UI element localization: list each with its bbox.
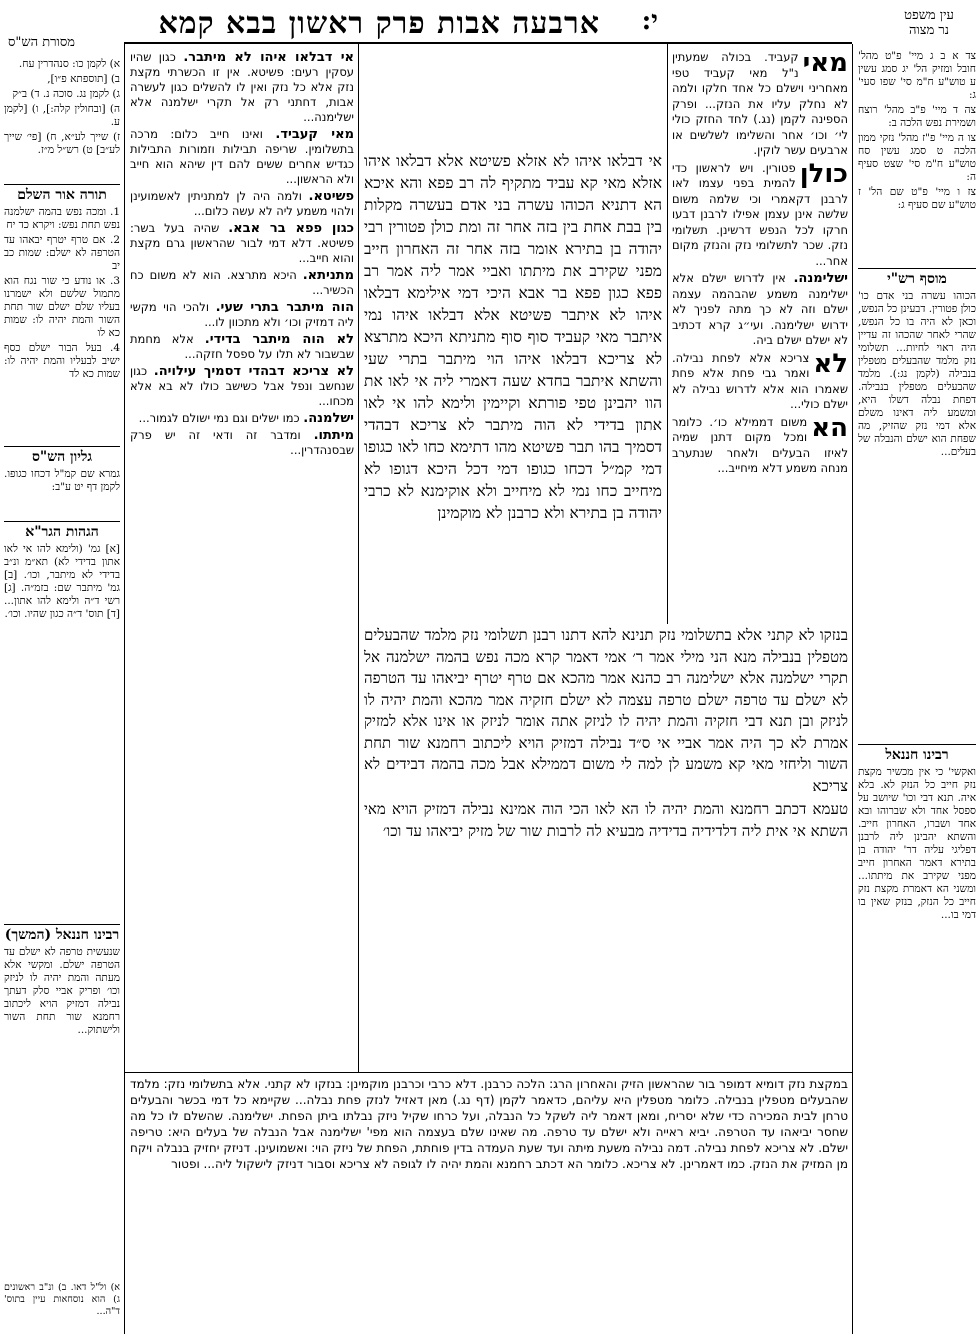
tosafot-paragraph <box>130 268 354 298</box>
ein-mishpat-entry: צו ה מיי' פ"ז מהל' נזקי ממון הלכה ט סמג עשין סח טוש"ע ח"מ סי' שצט סעיף ה: <box>858 132 976 183</box>
rabbeinu-chananel-title: רבינו חננאל <box>858 744 976 762</box>
ein-mishpat-entry: צז ו מיי' פ"ט שם הל' ז טוש"ע שם סעיף ג: <box>858 186 976 211</box>
header-rule <box>124 42 852 44</box>
torah-or-entry: 2. אם טרף יטרף יבאהו עד הטרפה לא ישלם: שמות כב יב <box>4 234 120 272</box>
tosafot-text: כגון שנחשב ונפל אבל כשישב כולו לא בא אלא מכחו... <box>130 364 354 408</box>
rashi-paragraph <box>672 348 848 413</box>
tosafot-dibur: לא צריכא דבהדי דסמיך עילויה. <box>153 364 354 379</box>
tosafot-text: ואינו חייב כלום: מרכה בתשלומין. שריפה תבילות וזמורות התבילות כגדיש אחרים ששים להם דין שיהא הוא חייב ולא הראשון... <box>130 127 354 186</box>
rashi-text: משום דממילא כו׳. כלומר ומכל מקום דתנן שמיה לאיזו הבעלים ולאחר שנתערב מנחה משמע דלא מיחייב... <box>672 414 848 475</box>
ein-mishpat-heading: עין משפט נר מצוה <box>904 8 954 38</box>
musaf-rashi-title: מוסף רש"י <box>858 268 976 286</box>
rabbeinu-chananel-text: ואקשי' כי אין מכשיר מקצת נזק חייב כל הנזק לא. בלא איה. תנא דבי וכו' שיושב על ספסל אחד ולא שברוהו ובא אחד ושברו, האחרון חייב. והשתא יהבינן ליה לרבנן דפליגי עליה דר' יהודה בן בתירא דאמר האחרון חייב מפני שקירב את מיתתו... ומשני הא דאמרת מקצת נזק חייב כל הנזק, בנזק שאין בו דמי בו... <box>858 766 976 921</box>
torah-or-title: תורה אור השלם <box>4 184 120 202</box>
tosafot-paragraph <box>130 127 354 187</box>
rashi-paragraph <box>672 412 848 477</box>
rabbeinu-chananel-cont-text: שנעשית טרפה לא ישלם עד הטרפה ישלם. ומקשי אלא מעתה והמת יהיה לו לניזק וכו׳ ופריק אביי סלק דעתך נבילה דמזיק הויא ליכתוב רחמנא שור תחת השור ולישתוק... <box>4 946 120 1036</box>
tosafot-dibur: פשיטא. <box>308 189 354 204</box>
tosafot-paragraph <box>130 332 354 362</box>
folio-number: י: <box>641 6 658 36</box>
bottom-notes-text: א) ול"ל דאו. ב) ונ"ב ראשונים ג) הוא נוסחאות עיין בתוס' ד"ה... <box>4 1282 120 1317</box>
running-title: ארבעה אבות פרק ראשון בבא קמא <box>158 6 600 41</box>
mesoret-entry: א) לקמן כו: סנהדרין עח. <box>18 58 120 70</box>
tosafot-dibur: לא הוה מיתבר בדידי. <box>204 332 354 347</box>
tosafot-paragraph <box>130 300 354 330</box>
tosafot-paragraph <box>130 411 354 426</box>
tosafot-dibur: אי דבלאו איהו לא מיתבר. <box>183 50 354 65</box>
gilyon-text: גמרא שם קמ"ל דכחו כגופו. לקמן דף יט ע"ב: <box>4 468 120 493</box>
tosafot-column <box>130 50 354 1068</box>
rashi-dibur: הא <box>811 412 848 443</box>
tosafot-dibur: ישלמנה. <box>303 411 354 426</box>
tosafot-paragraph <box>130 428 354 458</box>
tosafot-text: אלא מחמת שבשבור לא תלו על ספסל חזקה... <box>130 332 354 361</box>
gemara-paragraph: בנזקו לא קתני אלא בתשלומי נזק תנינא להא דתנו רבנן תשלומי נזק מלמד שהבעלים מטפלין בנבילה מנא הני מילי אמר ר׳ אמי דאמר קרא מכה נפש בהמה ישלמנה אל תקרי ישלמנה אלא ישלימנה רב כהנא אמר מהכא אם טרף יטרף יביאהו עד הטרפה לא ישלם עד טרפה ישלם טרפה עצמה לא ישלם חזקיה אמר מהכא והמת יהיה לו לניזק ובן תנא דבי חזקיה והמת יהיה לו לניזק אתה אומר לניזק או אינו אלא למזיק אמרת לא כך היה אמר אביי אי ס״ד נבילה דמזיק הויא ליכתוב רחמנא שור תחת השור וליחזי מאי קא משמע לן למה לי משום דממילא אבל מכה בהמה דבידים לא צריכא <box>364 626 848 795</box>
ein-mishpat-entry: צה ד מיי' פ"ב מהל' רוצח ושמירת נפש הלכה ב: <box>858 104 976 129</box>
page-header <box>0 6 980 50</box>
outer-left-rule <box>124 44 125 1334</box>
hagahot-column <box>4 515 120 915</box>
tosafot-text: ולמה היה לן למתניתין לאשמועינן ולהוי משמע ליה לא עשה כלום... <box>130 189 354 218</box>
gilyon-title: גליון הש"ס <box>4 446 120 464</box>
rashi-paragraph <box>672 50 848 159</box>
rashi-bottom-column <box>130 1076 848 1336</box>
bottom-rashi-rule <box>124 1072 852 1073</box>
tosafot-paragraph <box>130 364 354 409</box>
tosafot-dibur: כגון פפא בר אבא. <box>228 221 354 236</box>
musaf-rashi-text: הכוהו עשרה בני אדם כו' כולן פטורין. דבעינן כל הנפש, וכאן לא היה בו כל הנפש, שהרי לאחר שהכהו זה עדיין היה ראוי לחיות... תשלומי נזק מלמד שהבעלים מטפלין בנבילה (לקמן נג:). מלמד שהבעלים מטפלין בנבילה. דפחת נבלה דשלו היא, ומשמע ליה דאינו משלם אלא דמי נזק שהזיק, מה שפחת הוא ישלם והנבלה של בעלים... <box>858 290 976 458</box>
tosafot-text: כגון שהיו עסקין רעים: פשיטא. אין זו הכשרתי מקצת נזק אלא כל נזק ואין לו להשלים כגון לעשרה אבות, דחתני רק אל תקרי ישלמנה אלא ישלימנה... <box>130 50 354 124</box>
rashi-text: פטורין. ויש לראשון כדי להמית בפני עצמו לאו לרבנן דקאמרי וכי שלמה משום שלשה אינן עצמן אפילו לרבנן דבעו חרקו לכל הנפש דרשינן. תשלומי נזק. שכר לתשלומי נזק והנזק מקום אחר... <box>672 160 848 268</box>
bottom-notes <box>4 1282 120 1336</box>
ein-mishpat-entry: צד א ב ג מיי' פ"ט מהל' חובל ומזיק הל' יג סמג עשין ע טוש"ע ח"מ סי' שפו סעי' ג: <box>858 50 976 101</box>
mesoret-entry: ז) שייך לע״א, ח) [פי׳ שייך לע״ב] ט) רש״ל מ״ז. <box>4 131 120 156</box>
mesoret-entry: ג) לקמן נג. סוכה נ. ד) ב״ק <box>12 88 120 100</box>
mesoret-entry: ה) [ובחולין קלה:], ו) [לקמן ע. <box>4 103 120 128</box>
mesoret-entry: ב) [תוספתא פ״ו], <box>47 73 120 85</box>
ein-mishpat-column <box>858 50 976 260</box>
gemara-left-rule <box>358 44 359 1072</box>
rabbeinu-chananel-cont-column <box>4 918 120 1278</box>
tosafot-text: ומדבר זה ודאי זה יש פרק שבסנהדרין... <box>130 428 354 457</box>
mesoret-hashas-heading: מסורת הש"ס <box>8 35 75 50</box>
gemara-right-rule <box>667 44 668 624</box>
tosafot-paragraph <box>130 50 354 125</box>
torah-or-entry: 1. ומכה נפש בהמה ישלמנה נפש תחת נפש: ויקרא כד יח <box>4 206 120 231</box>
rashi-text: קעביד. בכולה שמעתין נ"ל מאי קעביד טפי מאחריני וישלם כל אחד חלקו ולמה לא נחלק עליו את הנזק... ופרק הספינה לקמן (נג.) לחד החזק כולי לי׳ וכו׳ אחר והשלימו לשלשים או ארבעים עשר לוקין. <box>672 50 848 157</box>
tosafot-text: היכא מתרצא. הוא לא משום כח הכשיר... <box>130 268 354 297</box>
rashi-bottom-text: במקצת נזק דומיא דמופר בור שהראשון הזיק והאחרון הרג: הלכה כרבנן. דלא כרבי וכרבנן מוקמינן: בנזקו לא קתני. אלא בתשלומי נזק: מלמד שהבעלים מטפלין בנבילה. כלומר מטפלין היא עליהם, כדאמר לקמן (דף נג.) מאן דאזיל לנזק פחת נבלה... שקיימא כל דמי בכשר והבעלים טרחן לבית המכירה כדי שלא יסריח, ומאן דאמר ליה לשקל כל הנבלה, ועל כרחו שקיל ניזק נבלתו ביתן הפחת. ישלימנה. שהשלם לו כל מה שחסר יביאהו עד הטרפה. יביא ראייה ולא ישלם עד טרפה. מה שאינו שלם בעצמה הוא מפי' ישלימנה אבל הנבלה של בעלים היא: טריפה ישלם. לא צריכא לפחת נבילה. דמה נבילה משעת מיתה ועד שעת העמדה בדין פוחתת, הפחת של ניזק הוי: ואשמועינן. דניזק יחזיק בנבלה ויקח מן המזיק את הנזק. כמו דאמרינן. לא צריכא. כלומר הא דכתב רחמנא והמת יהיה לו לגופה לא צריכא וסבור דניזק לישקול ליה... ופטור <box>130 1077 848 1171</box>
hagahot-title: הגהות הגר"א <box>4 521 120 539</box>
gemara-wide-column <box>364 625 848 1068</box>
tosafot-dibur: מתניתא. <box>302 268 354 283</box>
rashi-text: צריכא אלא לפחת נבילה. ואמר גבי פחת אלא פחת שאמרו הוא אלא לדרוש נבילה לא ישלם כולי... <box>672 350 848 411</box>
tosafot-dibur: מאי קעביד. <box>275 127 354 142</box>
outer-right-rule <box>852 44 853 1334</box>
rabbeinu-chananel-cont-title: רבינו חננאל (המשך) <box>4 924 120 942</box>
rashi-text: אין לדרוש ישלם אלא ישלימנה משמע שהבהמה עצמה ישלם וזה לא כך מתה לפניך לא ידרוש ישלימנה. ועי״ג קרא דכתיב לא ישלם ישלם ביה. <box>672 271 848 347</box>
rashi-dibur: כולן <box>799 158 848 189</box>
rashi-paragraph <box>672 271 848 349</box>
rashi-dibur: מאי <box>802 50 848 78</box>
tosafot-paragraph <box>130 221 354 266</box>
rashi-paragraph <box>672 158 848 270</box>
rashi-dibur: לא <box>813 348 848 379</box>
tosafot-text: כמו ישלים וגם נמי ישולם לגמור... <box>138 411 300 425</box>
torah-or-entry: 4. בעל הבור ישלם כסף ישיב לבעליו והמת יהיה לו: שמות כא לד <box>4 342 120 380</box>
musaf-rashi-column <box>858 262 976 732</box>
hagahot-text: [א] גמ' (ולימא להו אי לאו אתון בדידי לא) תא״מ ונ״ב בדידי לא מיתבר, וכו׳. [ב] גמ' מיתבר שם: בזמ״ה. [ג] רשי ד״ה ולימא להו אתון... [ד] תוס' ד״ה כגון שהיו. וכו׳. <box>4 543 120 620</box>
gilyon-column <box>4 440 120 510</box>
gemara-paragraph: אי דבלאו איהו לא אזלא פשיטא אלא דבלאו איהו אזלא מאי קא עביד מתקיף לה רב פפא והא איכא הא דתניא הכוהו עשרה בני אדם בעשרה מקלות בין בבת אחת בין בזה אחר זה ומת כולן פטורין רבי יהודה בן בתירא אומר בזה אחר זה האחרון חייב מפני שקירב את מיתתו ואביי אמר ליה אמר רב פפא כגון פפא בר אבא היכי דמי אילימא דבלאו איהו לא איתבר פשיטא אלא דבלאו איהו נמי איתבר מאי קעביד סוף סוף מתניתא היכא מתרצא לא צריכא דבלאו איהו הוי מיתבר בתרי שעי והשתא איתבר בחדא שעה דאמרי ליה אי לאו את הוו יהבינן טפי פורתא וקיימין ולימא להו אי לאו אתון בדידי לא הוה מיתבר לא צריכא דבהדי דסמיך בהו תבר פשיטא מהו דתימא כחו לאו כגופו דמי קמ״ל דכחו כגופו דמי דכל היכא דגופו לא מיחייב כחו נמי לא מיחייב ולא אוקימנא לא כרבי יהודה בן בתירא ולא כרבנן לא מוקמינן <box>364 152 662 522</box>
tosafot-dibur: מיתתו. <box>313 428 354 443</box>
gemara-column <box>364 150 662 620</box>
torah-or-entry: 3. או נודע כי שור נגח הוא מתמול שלשם ולא ישמרנו בעליו שלם ישלם שור תחת השור והמת יהיה לו: שמות כא לו <box>4 275 120 339</box>
rabbeinu-chananel-column <box>858 738 976 1333</box>
gemara-paragraph: טעמא דכתב רחמנא והמת יהיה לו הא לאו הכי הוה אמינא נבילה דמזיק הויא מאי השתא אי אית ליה דלדידיה בדידיה מבעיא לה לרבות שור של מזיק יביאהו עד וכו׳ <box>364 800 848 840</box>
tosafot-text: שהיה בעל בשר: פשיטא. דלא דמי לבור שהראשון גרם מקצת והוא חייב... <box>130 221 354 265</box>
mesoret-column <box>4 58 120 178</box>
rashi-dibur: ישלימנה. <box>793 271 848 286</box>
rashi-column <box>672 50 848 620</box>
tosafot-dibur: הוה מיתבר בתרי שעי. <box>215 300 354 315</box>
torah-or-column <box>4 178 120 436</box>
tosafot-paragraph <box>130 189 354 219</box>
tosafot-text: ולהכי הוי מקשי ליה דמזיק וכו׳ ולא מתכוון לו... <box>130 300 354 329</box>
